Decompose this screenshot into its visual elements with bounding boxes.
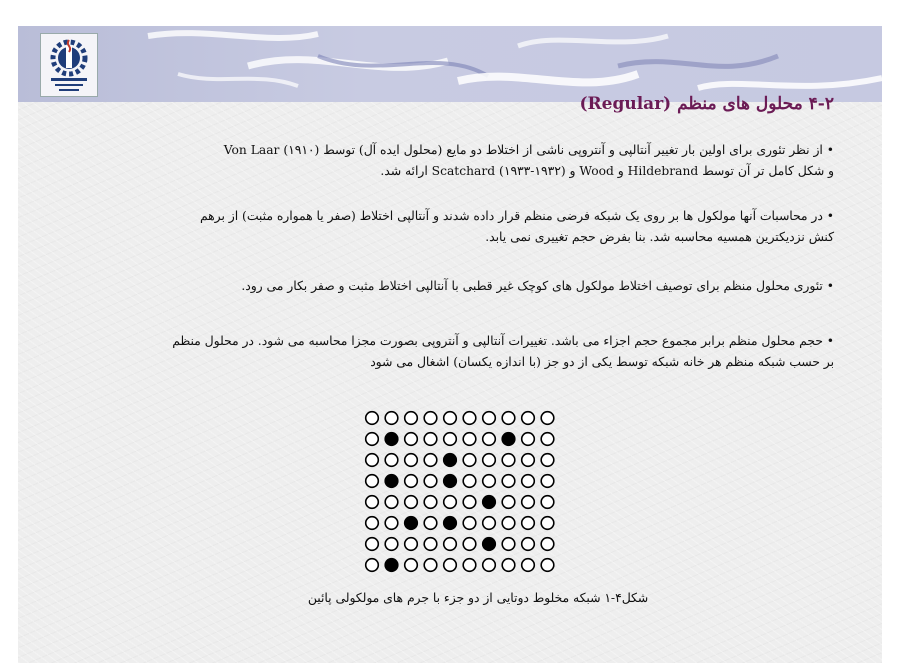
lattice-site-empty — [541, 454, 554, 467]
lattice-site-empty — [385, 496, 398, 509]
lattice-site-empty — [522, 475, 535, 488]
lattice-site-empty — [424, 517, 437, 530]
header-decoration — [18, 26, 882, 102]
lattice-site-empty — [444, 559, 457, 572]
paragraph-4-line-1: • حجم محلول منظم برابر مجموع حجم اجزاء می باشد. تغییرات آنتالپی و آنتروپی بصورت مجزا محاسبه می شود. در محلول منظم — [172, 334, 834, 348]
lattice-site-empty — [502, 496, 515, 509]
lattice-site-empty — [483, 559, 496, 572]
lattice-site-empty — [444, 496, 457, 509]
paragraph-2 — [74, 206, 834, 248]
slide — [18, 26, 882, 663]
lattice-site-empty — [385, 454, 398, 467]
lattice-site-empty — [483, 517, 496, 530]
lattice-site-empty — [405, 475, 418, 488]
lattice-site-empty — [541, 538, 554, 551]
lattice-site-empty — [366, 475, 379, 488]
lattice-site-filled — [483, 496, 496, 509]
lattice-site-empty — [541, 517, 554, 530]
lattice-site-empty — [424, 454, 437, 467]
lattice-site-empty — [522, 538, 535, 551]
lattice-site-empty — [463, 433, 476, 446]
gear-icon — [41, 34, 97, 96]
lattice-site-empty — [522, 454, 535, 467]
lattice-site-empty — [444, 433, 457, 446]
lattice-site-filled — [405, 517, 418, 530]
lattice-site-filled — [385, 559, 398, 572]
paragraph-1-line-2: و شکل کامل تر آن توسط Hildebrand و Wood و Scatchard (۱۹۳۳-۱۹۳۲) ارائه شد. — [380, 164, 834, 178]
figure-caption: شکل۴-۱ شبکه مخلوط دوتایی از دو جزء با جرم های مولکولی پائین — [307, 591, 649, 605]
lattice-site-filled — [444, 517, 457, 530]
lattice-site-empty — [463, 559, 476, 572]
paragraph-2-line-1: • در محاسبات آنها مولکول ها بر روی یک شبکه فرضی منظم قرار داده شدند و آنتالپی اختلاط (صفر یا همواره مثبت) از برهم — [200, 209, 834, 223]
lattice-site-empty — [444, 412, 457, 425]
lattice-site-empty — [424, 475, 437, 488]
lattice-site-filled — [444, 454, 457, 467]
lattice-site-filled — [385, 475, 398, 488]
lattice-site-empty — [366, 496, 379, 509]
lattice-site-empty — [541, 412, 554, 425]
paragraph-4-line-2: بر حسب شبکه منظم هر خانه شبکه توسط یکی از دو جز (با اندازه یکسان) اشغال می شود — [370, 355, 834, 369]
lattice-site-empty — [424, 412, 437, 425]
lattice-site-empty — [522, 559, 535, 572]
lattice-site-empty — [522, 496, 535, 509]
lattice-site-empty — [424, 496, 437, 509]
lattice-site-empty — [385, 412, 398, 425]
lattice-site-empty — [463, 517, 476, 530]
university-logo — [40, 33, 98, 97]
lattice-site-filled — [483, 538, 496, 551]
lattice-site-empty — [405, 496, 418, 509]
lattice-site-empty — [522, 433, 535, 446]
lattice-site-empty — [483, 412, 496, 425]
lattice-site-empty — [366, 454, 379, 467]
paragraph-3-line-1: • تئوری محلول منظم برای توصیف اختلاط مولکول های کوچک غیر قطبی با آنتالپی اختلاط مثبت و صفر بکار می رود. — [241, 279, 834, 293]
lattice-site-empty — [463, 538, 476, 551]
paragraph-1 — [94, 140, 834, 182]
lattice-site-filled — [502, 433, 515, 446]
lattice-site-empty — [463, 475, 476, 488]
lattice-site-empty — [483, 475, 496, 488]
lattice-site-empty — [405, 433, 418, 446]
paragraph-1-line-1: • از نظر تئوری برای اولین بار تغییر آنتالپی و آنتروپی ناشی از اختلاط دو مایع (محلول ایده آل) توسط Von Laar (۱۹۱۰) — [223, 143, 834, 157]
lattice-site-empty — [502, 517, 515, 530]
header-band — [18, 26, 882, 102]
lattice-site-empty — [366, 559, 379, 572]
lattice-site-empty — [522, 412, 535, 425]
lattice-site-empty — [541, 433, 554, 446]
slide-title: ۴-۲ محلول های منظم (Regular) — [579, 94, 834, 114]
lattice-site-empty — [405, 412, 418, 425]
lattice-site-filled — [385, 433, 398, 446]
lattice-site-empty — [502, 475, 515, 488]
lattice-site-empty — [463, 496, 476, 509]
lattice-site-empty — [405, 559, 418, 572]
lattice-site-empty — [502, 559, 515, 572]
lattice-site-empty — [502, 538, 515, 551]
lattice-site-empty — [405, 538, 418, 551]
lattice-site-empty — [366, 538, 379, 551]
lattice-site-empty — [424, 433, 437, 446]
paragraph-3 — [94, 276, 834, 297]
lattice-site-filled — [444, 475, 457, 488]
lattice-figure — [363, 409, 563, 584]
lattice-site-empty — [385, 517, 398, 530]
lattice-site-empty — [483, 433, 496, 446]
paragraph-4 — [54, 331, 834, 373]
lattice-site-empty — [366, 412, 379, 425]
lattice-site-empty — [424, 559, 437, 572]
lattice-site-empty — [463, 412, 476, 425]
lattice-site-empty — [522, 517, 535, 530]
lattice-site-empty — [502, 412, 515, 425]
lattice-site-empty — [541, 475, 554, 488]
lattice-site-empty — [463, 454, 476, 467]
lattice-site-empty — [385, 538, 398, 551]
lattice-site-empty — [483, 454, 496, 467]
lattice-site-empty — [405, 454, 418, 467]
lattice-site-empty — [366, 517, 379, 530]
lattice-site-empty — [541, 496, 554, 509]
lattice-site-empty — [366, 433, 379, 446]
lattice-site-empty — [541, 559, 554, 572]
lattice-site-empty — [502, 454, 515, 467]
lattice-site-empty — [424, 538, 437, 551]
paragraph-2-line-2: کنش نزدیکترین همسیه محاسبه شد. بنا بفرض حجم تغییری نمی یابد. — [485, 230, 834, 244]
lattice-site-empty — [444, 538, 457, 551]
